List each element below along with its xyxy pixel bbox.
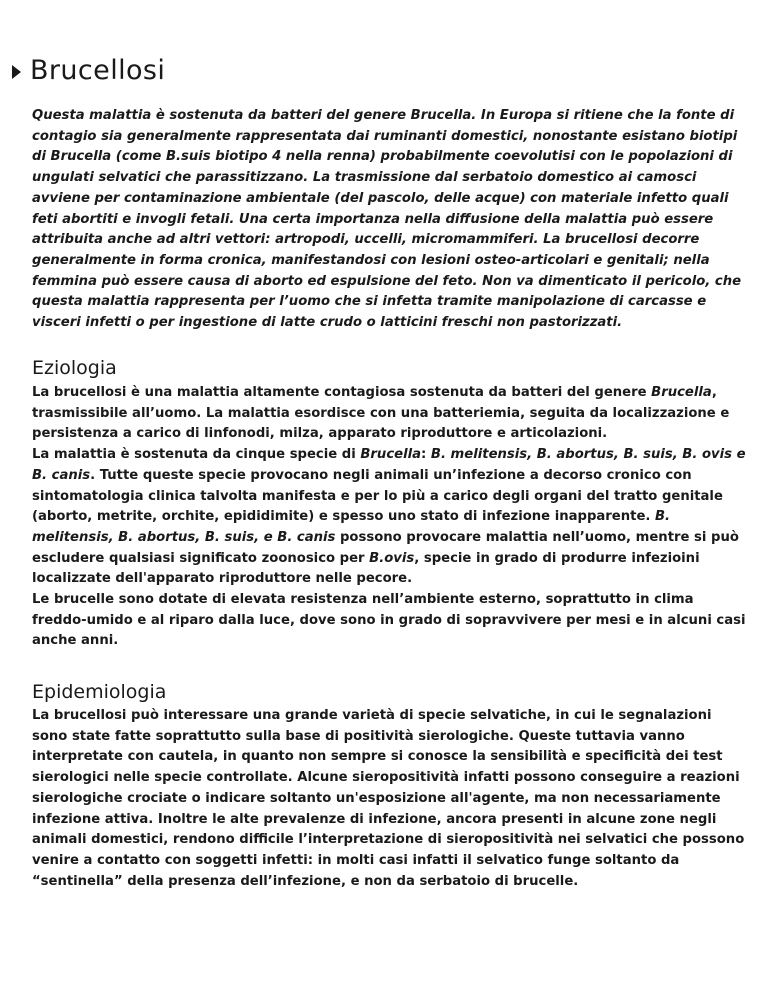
epidemiologia-paragraph-1: La brucellosi può interessare una grande varietà di specie selvatiche, in cui le segnalazioni sono state fatte soprattutto sulla base di positività sierologiche. Queste tuttavia vanno interpretate con cautela, in quanto non sempre si conosce la sensibilità e specificità dei test sierologici nelle specie controllate. Alcune sieropositività infatti possono conseguire a reazioni sierologiche crociate o indicare soltanto un'esposizione all'agente, ma non necessariamente infezione attiva. Inoltre le alte prevalenze di infezione, ancora presenti in alcune zone negli animali domestici, rendono difficile l’interpretazione di sieropositività nei selvatici che possono venire a contatto con soggetti infetti: in molti casi infatti il selvatico funge soltanto da “sentinella” della presenza dell’infezione, e non da serbatoio di brucelle. bbox=[32, 708, 745, 889]
intro-paragraph: Questa malattia è sostenuta da batteri del genere Brucella. In Europa si ritiene che la fonte di contagio sia generalmente rappresentata dai ruminanti domestici, nonostante esistano biotipi di Brucella (come B.suis biotipo 4 nella renna) probabilmente coevolutisi con le popolazioni di ungulati selvatici che parassitizzano. La trasmissione dal serbatoio domestico ai camosci avviene per contaminazione ambientale (del pascolo, delle acque) con materiale infetto quali feti abortiti e invogli fetali. Una certa importanza nella diffusione della malattia può essere attribuita anche ad altri vettori: artropodi, uccelli, micromammiferi. La brucellosi decorre generalmente in forma cronica, manifestandosi con lesioni osteo-articolari e genitali; nella femmina può essere causa di aborto ed espulsione del feto. Non va dimenticato il pericolo, che questa malattia rappresenta per l’uomo che si infetta tramite manipolazione di carcasse e visceri infetti o per ingestione di latte crudo o latticini freschi non pastorizzati. bbox=[32, 108, 742, 331]
section-body-epidemiologia bbox=[32, 706, 746, 892]
eziologia-paragraph-1: La brucellosi è una malattia altamente contagiosa sostenuta da batteri del genere Brucella, trasmissibile all’uomo. La malattia esordisce con una batteriemia, seguita da localizzazione e persistenza a carico di linfonodi, milza, apparato riproduttore e articolazioni. bbox=[32, 385, 730, 442]
page-title: Brucellosi bbox=[30, 55, 166, 86]
triangle-bullet-icon bbox=[12, 65, 21, 79]
eziologia-paragraph-2: La malattia è sostenuta da cinque specie di Brucella: B. melitensis, B. abortus, B. suis, B. ovis e B. canis. Tutte queste specie provocano negli animali un’infezione a decorso cronico con sintomatologia clinica talvolta manifesta e per lo più a carico degli organi del tratto genitale (aborto, metrite, orchite, epididimite) e spesso uno stato di infezione inapparente. B. melitensis, B. abortus, B. suis, e B. canis possono provocare malattia nell’uomo, mentre si può escludere qualsiasi significato zoonosico per B.ovis, specie in grado di produrre infezioini localizzate dell'apparato riproduttore nelle pecore. bbox=[32, 447, 746, 587]
title-row bbox=[12, 52, 165, 90]
section-heading-eziologia: Eziologia bbox=[32, 357, 117, 379]
eziologia-paragraph-3: Le brucelle sono dotate di elevata resistenza nell’ambiente esterno, soprattutto in clima freddo-umido e al riparo dalla luce, dove sono in grado di sopravvivere per mesi e in alcuni casi anche anni. bbox=[32, 592, 746, 649]
section-body-eziologia bbox=[32, 383, 746, 652]
section-heading-epidemiologia: Epidemiologia bbox=[32, 681, 167, 703]
